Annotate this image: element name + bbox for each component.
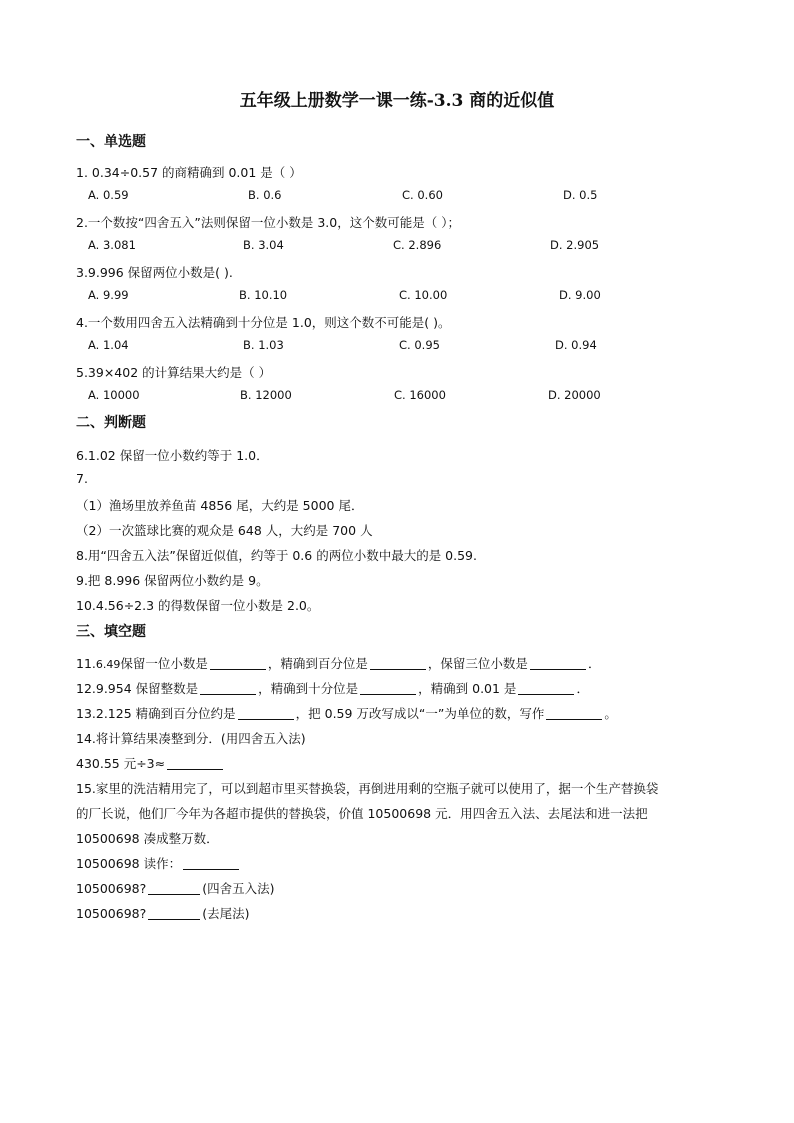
question-15-read	[76, 854, 241, 872]
answer-blank[interactable]	[238, 707, 294, 720]
question-4: 4.一个数用四舍五入法精确到十分位是 1.0，则这个数不可能是( )。	[76, 315, 451, 330]
question-13	[76, 704, 617, 722]
option-b: B. 10.10	[239, 288, 288, 302]
option-d: D. 20000	[548, 388, 601, 402]
question-text: ，精确到百分位是	[267, 656, 368, 671]
answer-blank[interactable]	[530, 657, 586, 670]
section-single-choice: 一、单选题	[76, 134, 146, 150]
option-c: C. 0.95	[399, 338, 440, 352]
answer-blank[interactable]	[546, 707, 602, 720]
question-text: 10500698?	[76, 906, 147, 921]
question-9: 9.把 8.996 保留两位小数约是 9。	[76, 573, 269, 588]
answer-blank[interactable]	[210, 657, 266, 670]
option-b: B. 3.04	[243, 238, 284, 252]
question-text: 保留一位小数是	[120, 656, 208, 671]
section-fill: 三、填空题	[76, 624, 146, 640]
question-2-options	[88, 238, 728, 256]
question-2: 2.一个数按“四舍五入”法则保留一位小数是 3.0，这个数可能是（ ）；	[76, 215, 460, 230]
option-a: A. 10000	[88, 388, 140, 402]
option-c: C. 0.60	[402, 188, 443, 202]
question-text: ．	[576, 681, 589, 696]
question-7-part-2: （2）一次篮球比赛的观众是 648 人，大约是 700 人	[76, 523, 373, 538]
page-title: 五年级上册数学一课一练-3.3 商的近似值	[239, 91, 555, 111]
question-text: 10500698 读作：	[76, 856, 182, 871]
question-14: 14.将计算结果凑整到分．(用四舍五入法)	[76, 731, 306, 746]
question-1: 1. 0.34÷0.57 的商精确到 0.01 是（ ）	[76, 165, 302, 180]
answer-blank[interactable]	[148, 907, 200, 920]
question-6: 6.1.02 保留一位小数约等于 1.0．	[76, 448, 269, 463]
question-8: 8.用“四舍五入法”保留近似值，约等于 0.6 的两位小数中最大的是 0.59.	[76, 548, 477, 563]
question-text: 。	[604, 706, 617, 721]
question-text: ．	[587, 656, 601, 671]
question-15-line-1: 15.家里的洗洁精用完了，可以到超市里买替换袋，再倒进用剩的空瓶子就可以使用了，据一个生产替换袋	[76, 781, 659, 796]
question-text: 10500698?	[76, 881, 147, 896]
question-text: ，精确到十分位是	[258, 681, 359, 696]
answer-blank[interactable]	[518, 682, 574, 695]
question-14-expression	[76, 754, 225, 772]
option-d: D. 2.905	[550, 238, 600, 252]
question-text: 12.9.954 保留整数是	[76, 681, 199, 696]
question-10: 10.4.56÷2.3 的得数保留一位小数是 2.0。	[76, 598, 320, 613]
question-text: 13.2.125 精确到百分位约是	[76, 706, 236, 721]
option-c: C. 2.896	[393, 238, 442, 252]
question-4-options	[88, 338, 728, 356]
option-d: D. 0.5	[563, 188, 598, 202]
answer-blank[interactable]	[167, 757, 223, 770]
option-b: B. 12000	[240, 388, 292, 402]
answer-blank[interactable]	[370, 657, 426, 670]
question-3: 3.9.996 保留两位小数是( ).	[76, 265, 233, 280]
option-a: A. 1.04	[88, 338, 129, 352]
fraction-value: 6.49	[95, 658, 121, 671]
answer-blank[interactable]	[183, 857, 239, 870]
question-5: 5.39×402 的计算结果大约是（ ）	[76, 365, 272, 380]
expression-text: 430.55 元÷3≈	[76, 756, 166, 771]
question-15-floor	[76, 904, 250, 922]
question-15-round	[76, 879, 275, 897]
section-judge: 二、判断题	[76, 415, 146, 431]
question-7: 7.	[76, 471, 88, 486]
question-3-options	[88, 288, 728, 306]
question-15-line-2: 的厂长说，他们厂今年为各超市提供的替换袋，价值 10500698 元．用四舍五入法、去尾法和进一法把	[76, 806, 648, 821]
question-text: ，保留三位小数是	[427, 656, 528, 671]
question-text: ，精确到 0.01 是	[418, 681, 517, 696]
question-7-part-1: （1）渔场里放养鱼苗 4856 尾，大约是 5000 尾．	[76, 498, 364, 513]
answer-blank[interactable]	[148, 882, 200, 895]
method-label: (四舍五入法)	[202, 881, 275, 896]
answer-blank[interactable]	[200, 682, 256, 695]
question-5-options	[88, 388, 728, 406]
question-text: ，把 0.59 万改写成以“一”为单位的数，写作	[295, 706, 545, 721]
question-11	[76, 654, 600, 672]
option-a: A. 0.59	[88, 188, 129, 202]
option-d: D. 9.00	[559, 288, 601, 302]
answer-blank[interactable]	[360, 682, 416, 695]
option-c: C. 10.00	[399, 288, 448, 302]
option-a: A. 3.081	[88, 238, 136, 252]
question-15-line-3: 10500698 凑成整万数．	[76, 831, 219, 846]
option-d: D. 0.94	[555, 338, 597, 352]
method-label: (去尾法)	[202, 906, 250, 921]
option-a: A. 9.99	[88, 288, 129, 302]
option-b: B. 0.6	[248, 188, 282, 202]
question-12	[76, 679, 589, 697]
question-1-options	[88, 188, 728, 206]
option-c: C. 16000	[394, 388, 446, 402]
question-number: 11.	[76, 656, 96, 671]
option-b: B. 1.03	[243, 338, 284, 352]
